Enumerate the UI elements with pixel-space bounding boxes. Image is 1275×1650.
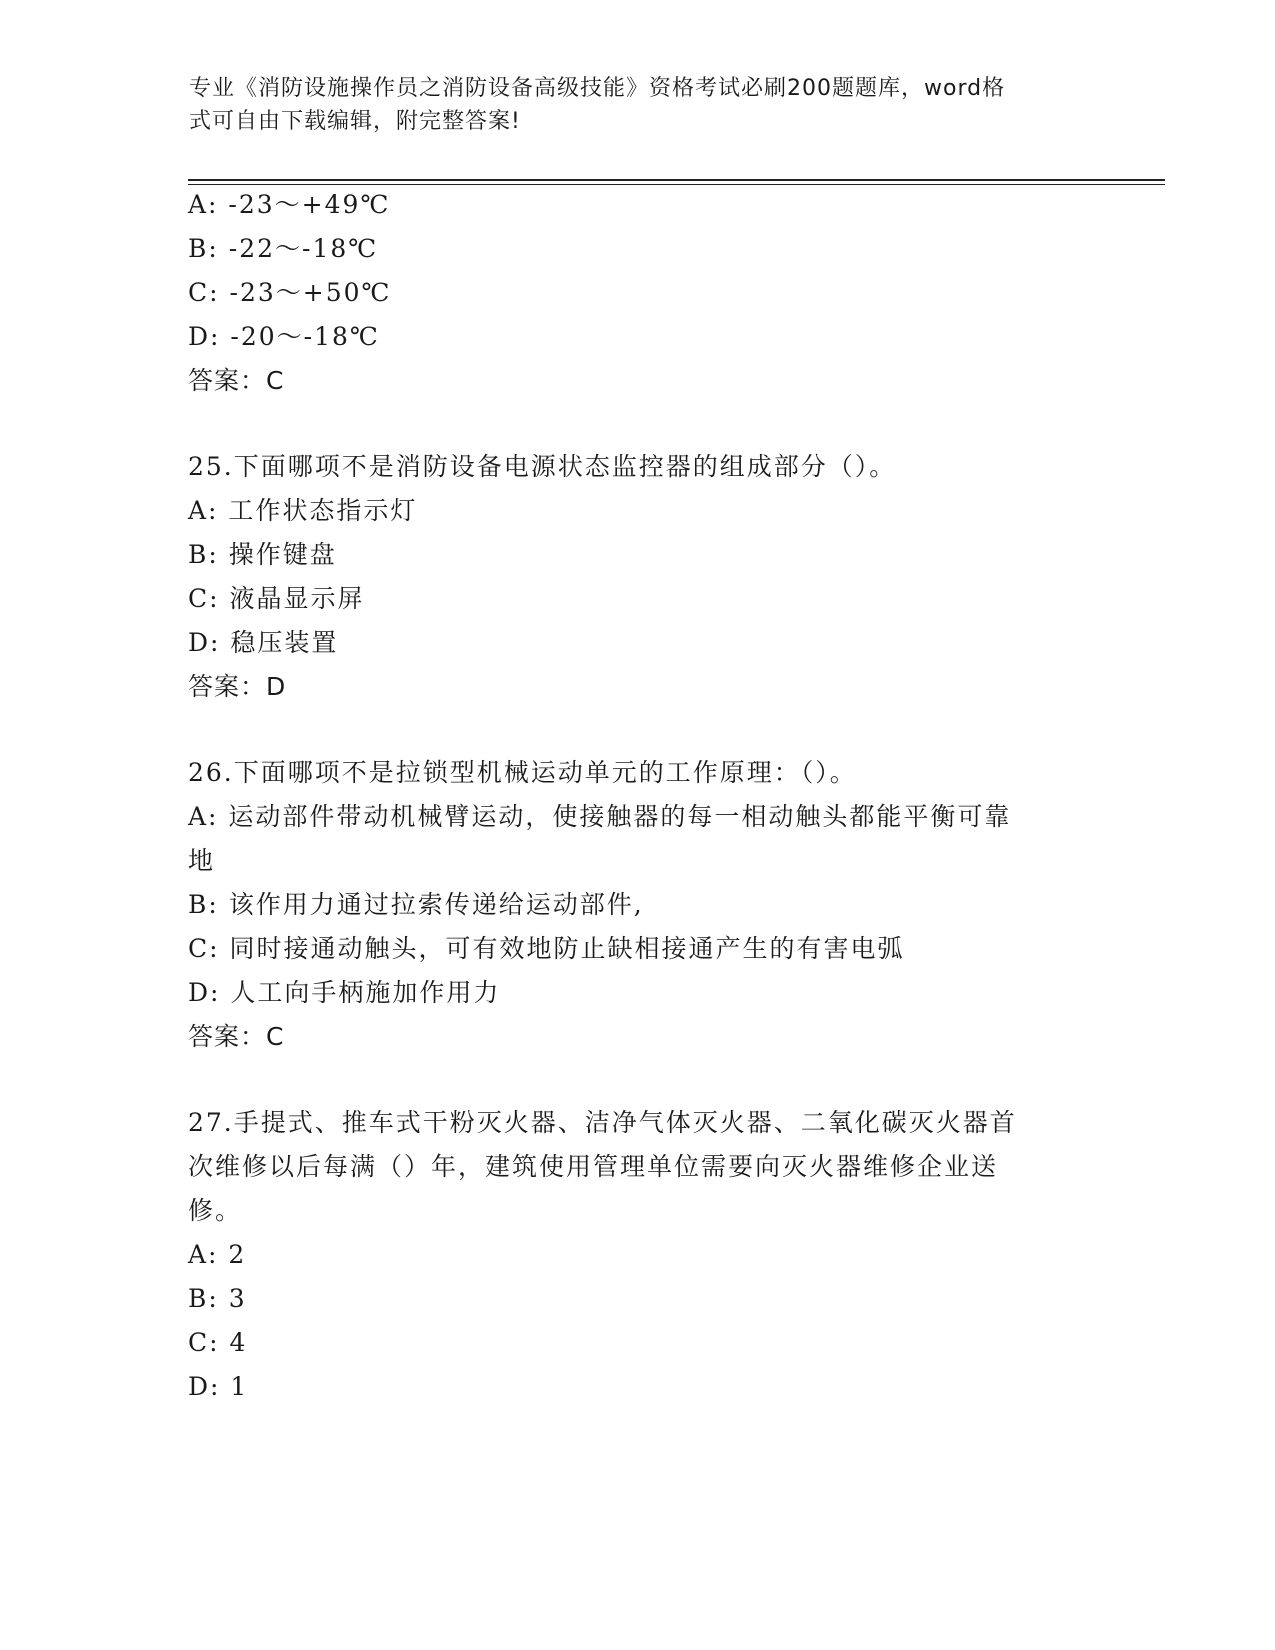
header-line-2: 式可自由下载编辑，附完整答案! [189,109,521,134]
q26-option-d: D: 人工向手柄施加作用力 [188,978,501,1007]
q26-option-b: B: 该作用力通过拉索传递给运动部件, [188,890,644,919]
q24-option-d: D: -20～-18℃ [188,322,380,351]
q25-option-d: D: 稳压装置 [188,628,339,657]
q25-stem: 25.下面哪项不是消防设备电源状态监控器的组成部分（）。 [188,452,897,481]
q27-stem-line-1: 27.手提式、推车式干粉灭火器、洁净气体灭火器、二氧化碳灭火器首 [188,1108,1017,1137]
q24-option-b: B: -22～-18℃ [188,234,379,263]
q27-option-b: B: 3 [188,1284,247,1313]
header-divider-thick [188,179,1165,181]
q24-answer: 答案：C [188,366,285,395]
q25-option-b: B: 操作键盘 [188,540,337,569]
q27-option-a: A: 2 [188,1240,247,1269]
q26-option-a-line-1: A: 运动部件带动机械臂运动，使接触器的每一相动触头都能平衡可靠 [188,802,1012,831]
q26-answer: 答案：C [188,1022,285,1051]
q24-option-c: C: -23～+50℃ [188,278,392,307]
q26-stem: 26.下面哪项不是拉锁型机械运动单元的工作原理：（）。 [188,758,857,787]
q27-stem-line-3: 修。 [188,1196,243,1225]
header-line-1: 专业《消防设施操作员之消防设备高级技能》资格考试必刷200题题库，word格 [189,76,1006,101]
q26-option-a-line-2: 地 [188,846,216,875]
header-divider-thin [188,184,1165,185]
q25-answer: 答案：D [188,672,287,701]
q26-option-c: C: 同时接通动触头，可有效地防止缺相接通产生的有害电弧 [188,934,905,963]
q24-option-a: A: -23～+49℃ [188,190,391,219]
document-header [189,72,1089,138]
q25-option-a: A: 工作状态指示灯 [188,496,418,525]
q25-option-c: C: 液晶显示屏 [188,584,365,613]
q27-option-c: C: 4 [188,1328,248,1357]
q27-stem-line-2: 次维修以后每满（）年，建筑使用管理单位需要向灭火器维修企业送 [188,1152,999,1181]
q27-option-d: D: 1 [188,1372,249,1401]
